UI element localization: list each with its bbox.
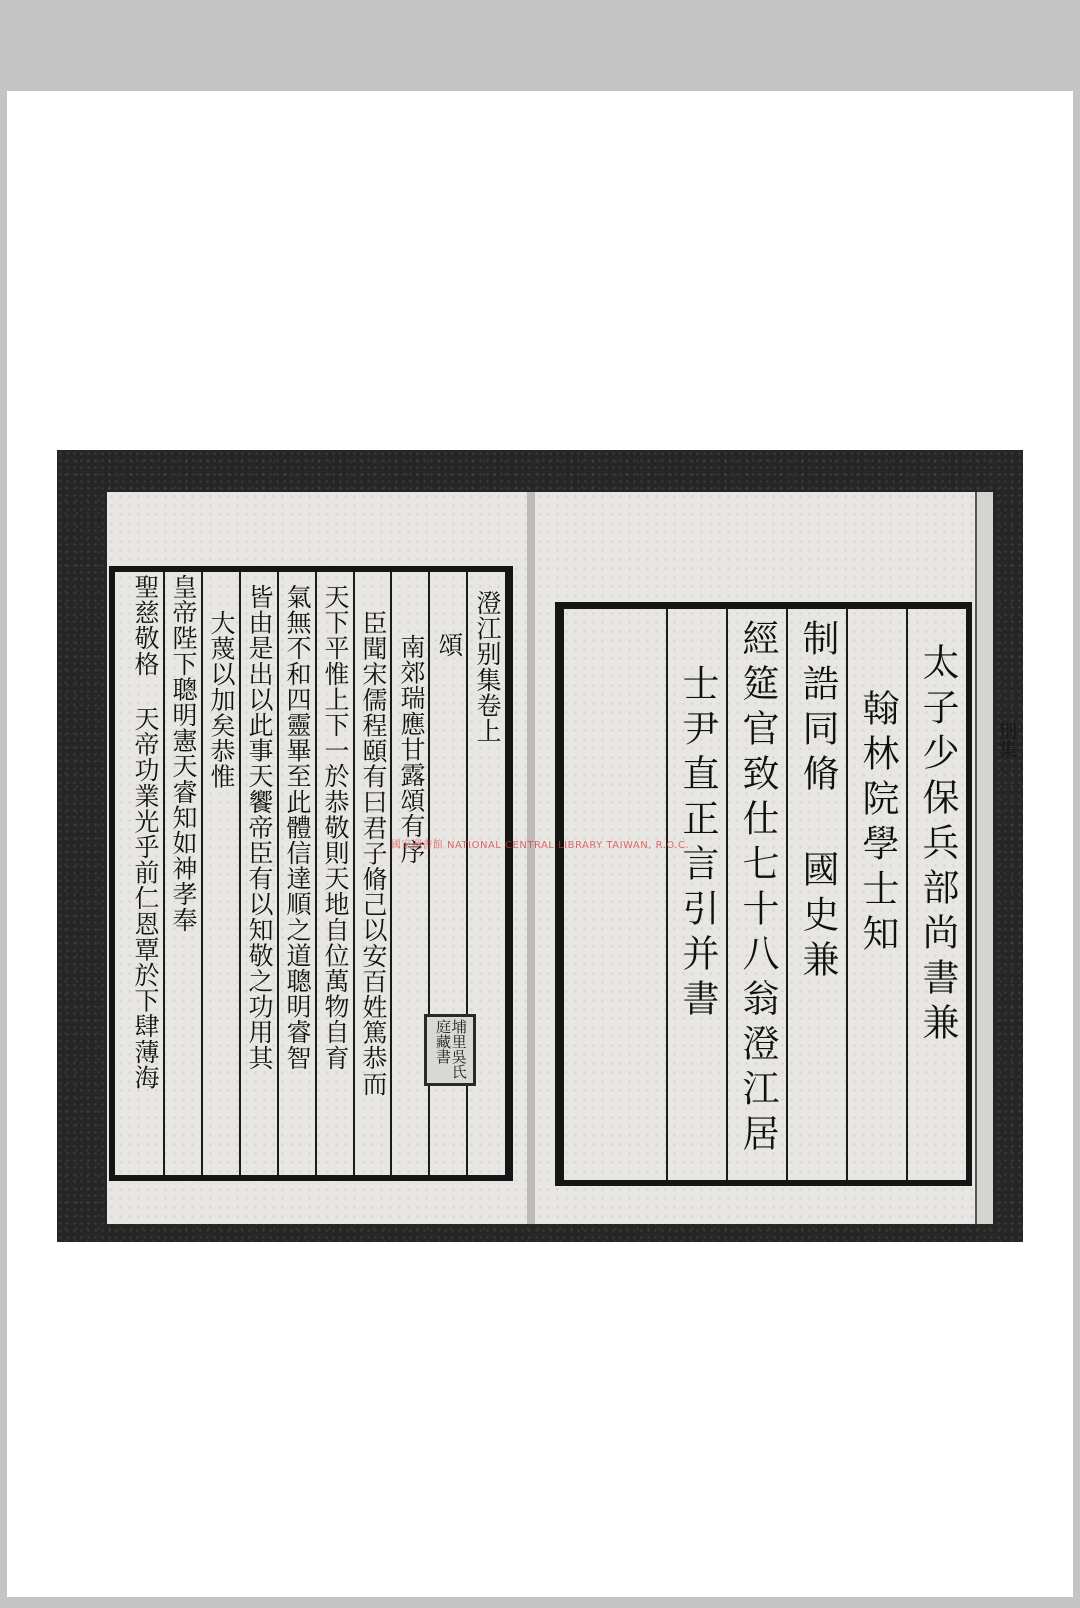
left-page-text-block [109,566,513,1181]
collector-seal: 埔里吳氏庭藏書 [424,1014,476,1086]
author-title-line: 翰林院學士知 [856,689,899,959]
poem-subtitle: 南郊瑞應甘露頌有序 [397,634,426,865]
right-margin-title: 別集 [996,722,1017,758]
column-rule [163,572,165,1175]
column-rule [353,572,355,1175]
author-title-line: 制誥同脩 國史兼 [796,619,839,985]
column-rule [277,572,279,1175]
text-line: 大蔑以加矣恭惟 [207,610,236,790]
text-line: 皆由是出以此事天饗帝臣有以知敬之功用其 [245,584,274,1071]
section-title: 頌 [435,632,464,658]
volume-header: 澄江别集卷上 [473,590,502,744]
column-rule [726,609,728,1180]
book-gutter [527,492,535,1224]
column-rule [390,572,392,1175]
column-rule [315,572,317,1175]
column-rule [906,609,908,1180]
book-spine-edge [975,492,1017,1224]
column-rule [846,609,848,1180]
text-line: 皇帝陛下聰明憲天睿知如神孝奉 [169,574,198,933]
column-rule [786,609,788,1180]
column-rule [239,572,241,1175]
author-title-line: 士尹直正言引并書 [676,664,719,1024]
text-line: 臣聞宋儒程頤有曰君子脩己以安百姓篤恭而 [359,610,388,1097]
library-watermark: 國家圖書館 NATIONAL CENTRAL LIBRARY TAIWAN, R.O.C. [390,840,690,851]
author-title-line: 經筵官致仕七十八翁澄江居 [736,619,779,1159]
column-rule [201,572,203,1175]
author-title-line: 太子少保兵部尚書兼 [916,643,959,1048]
right-page-text-block [555,602,972,1186]
text-line: 聖慈敬格 天帝功業光乎前仁恩覃於下肆薄海 [131,574,160,1090]
column-rule [666,609,668,1180]
text-line: 天下平惟上下一於恭敬則天地自位萬物自育 [321,584,350,1071]
text-line: 氣無不和四靈畢至此體信達順之道聰明睿智 [283,584,312,1071]
